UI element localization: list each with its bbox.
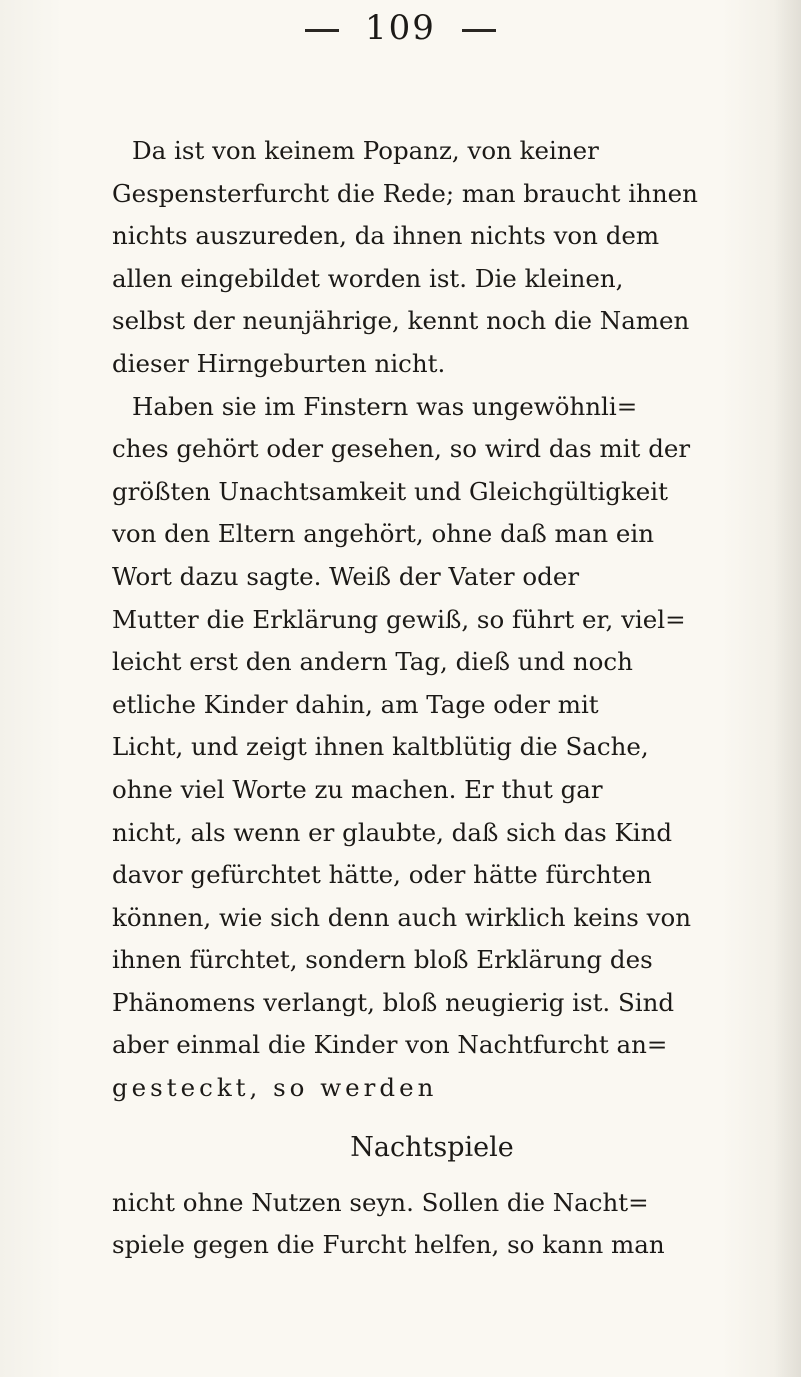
text-line: Phänomens verlangt, bloß neugierig ist. Sind: [112, 987, 675, 1017]
text-line: etliche Kinder dahin, am Tage oder mit: [112, 689, 599, 719]
text-line: leicht erst den andern Tag, dieß und noch: [112, 647, 633, 677]
text-line: gesteckt, so werden: [112, 1073, 438, 1103]
text-line: Wort dazu sagte. Weiß der Vater oder: [112, 561, 580, 591]
page-header: [0, 8, 801, 48]
text-line: ches gehört oder gesehen, so wird das mit der: [112, 434, 691, 464]
text-line: können, wie sich denn auch wirklich keins von: [112, 902, 692, 932]
text-line: nicht, als wenn er glaubte, daß sich das Kind: [112, 817, 673, 847]
header-dash-right: [462, 29, 496, 32]
text-line: selbst der neunjährige, kennt noch die Namen: [112, 306, 690, 336]
text-line: Haben sie im Finstern was ungewöhnli=: [132, 391, 638, 421]
text-line: Mutter die Erklärung gewiß, so führt er, viel=: [112, 604, 686, 634]
text-line: ohne viel Worte zu machen. Er thut gar: [112, 774, 603, 804]
text-line: dieser Hirngeburten nicht.: [112, 348, 446, 378]
body-text: [112, 130, 752, 1267]
section-heading: Nachtspiele: [350, 1131, 514, 1163]
text-line: nichts auszureden, da ihnen nichts von dem: [112, 221, 660, 251]
text-line: aber einmal die Kinder von Nachtfurcht an=: [112, 1030, 668, 1060]
page-number: 109: [365, 8, 436, 48]
text-line: Gespensterfurcht die Rede; man braucht ihnen: [112, 178, 698, 208]
text-line: Licht, und zeigt ihnen kaltblütig die Sache,: [112, 732, 649, 762]
text-line: größten Unachtsamkeit und Gleichgültigkeit: [112, 476, 668, 506]
text-line: davor gefürchtet hätte, oder hätte fürchten: [112, 860, 652, 890]
header-dash-left: [305, 29, 339, 32]
text-line: von den Eltern angehört, ohne daß man ein: [112, 519, 655, 549]
text-line: Da ist von keinem Popanz, von keiner: [132, 136, 599, 165]
text-line: spiele gegen die Furcht helfen, so kann man: [112, 1230, 665, 1260]
text-line: allen eingebildet worden ist. Die kleinen,: [112, 263, 624, 293]
page-edge-shadow: [773, 0, 801, 1377]
text-line: ihnen fürchtet, sondern bloß Erklärung des: [112, 945, 653, 975]
text-line: nicht ohne Nutzen seyn. Sollen die Nacht=: [112, 1187, 649, 1217]
